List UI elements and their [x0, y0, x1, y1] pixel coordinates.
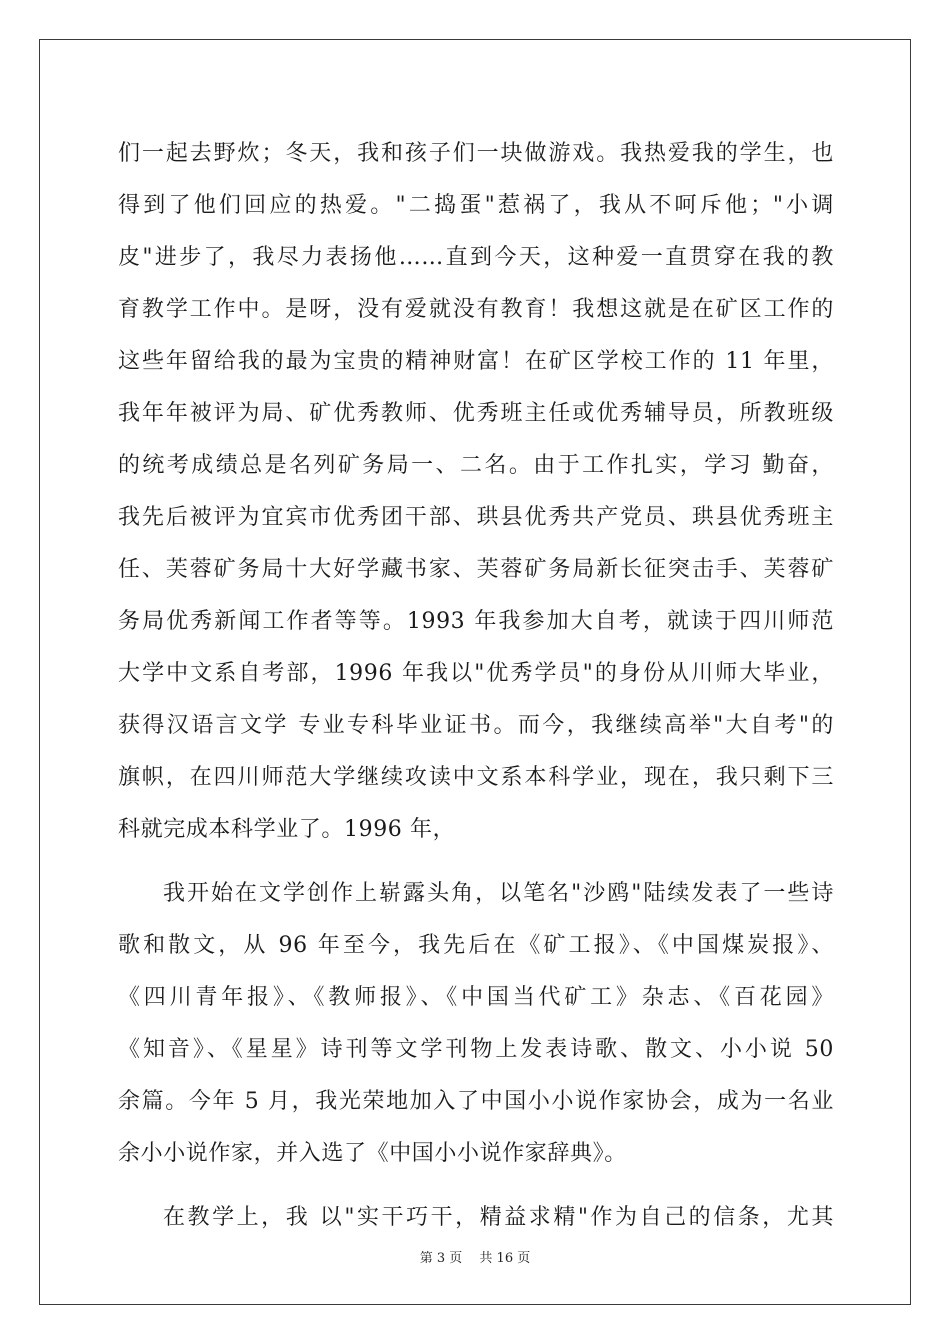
text-line: 大学中文系自考部，1996 年我以"优秀学员"的身份从川师大毕业， [118, 661, 834, 686]
text-line: 歌和散文，从 96 年至今，我先后在《矿工报》、《中国煤炭报》、 [118, 933, 834, 958]
text-line: 《四川青年报》、《教师报》、《中国当代矿工》杂志、《百花园》 [118, 985, 834, 1010]
text-line: 余小小说作家，并入选了《中国小小说作家辞典》。 [118, 1141, 627, 1166]
text-line: 在教学上，我 以"实干巧干，精益求精"作为自己的信条，尤其 [163, 1205, 834, 1230]
text-line: 获得汉语言文学 专业专科毕业证书。而今，我继续高举"大自考"的 [118, 713, 834, 738]
paragraph [118, 1192, 834, 1244]
text-line: 的统考成绩总是名列矿务局一、二名。由于工作扎实，学习 勤奋， [118, 453, 834, 478]
document-body [118, 128, 834, 1244]
text-line: 我年年被评为局、矿优秀教师、优秀班主任或优秀辅导员，所教班级 [118, 401, 834, 426]
text-line: 务局优秀新闻工作者等等。1993 年我参加大自考，就读于四川师范 [118, 609, 834, 634]
text-line: 们一起去野炊；冬天，我和孩子们一块做游戏。我热爱我的学生，也 [118, 141, 834, 166]
text-line: 余篇。今年 5 月，我光荣地加入了中国小小说作家协会，成为一名业 [118, 1089, 834, 1114]
text-line: 任、芙蓉矿务局十大好学藏书家、芙蓉矿务局新长征突击手、芙蓉矿 [118, 557, 834, 582]
text-line: 皮"进步了，我尽力表扬他……直到今天，这种爱一直贯穿在我的教 [118, 245, 834, 270]
text-line: 得到了他们回应的热爱。"二捣蛋"惹祸了，我从不呵斥他；"小调 [118, 193, 834, 218]
text-line: 我开始在文学创作上崭露头角，以笔名"沙鸥"陆续发表了一些诗 [163, 881, 834, 906]
page-number: 第 3 页 共 16 页 [419, 1251, 531, 1266]
text-line: 旗帜，在四川师范大学继续攻读中文系本科学业，现在，我只剩下三 [118, 765, 834, 790]
text-line: 我先后被评为宜宾市优秀团干部、珙县优秀共产党员、珙县优秀班主 [118, 505, 834, 530]
text-line: 育教学工作中。是呀，没有爱就没有教育！我想这就是在矿区工作的 [118, 297, 834, 322]
paragraph [118, 868, 834, 1180]
text-line: 科就完成本科学业了。1996 年， [118, 817, 456, 842]
paragraph [118, 128, 834, 856]
text-line: 这些年留给我的最为宝贵的精神财富！在矿区学校工作的 11 年里， [118, 349, 834, 374]
text-line: 《知音》、《星星》诗刊等文学刊物上发表诗歌、散文、小小说 50 [118, 1037, 834, 1062]
